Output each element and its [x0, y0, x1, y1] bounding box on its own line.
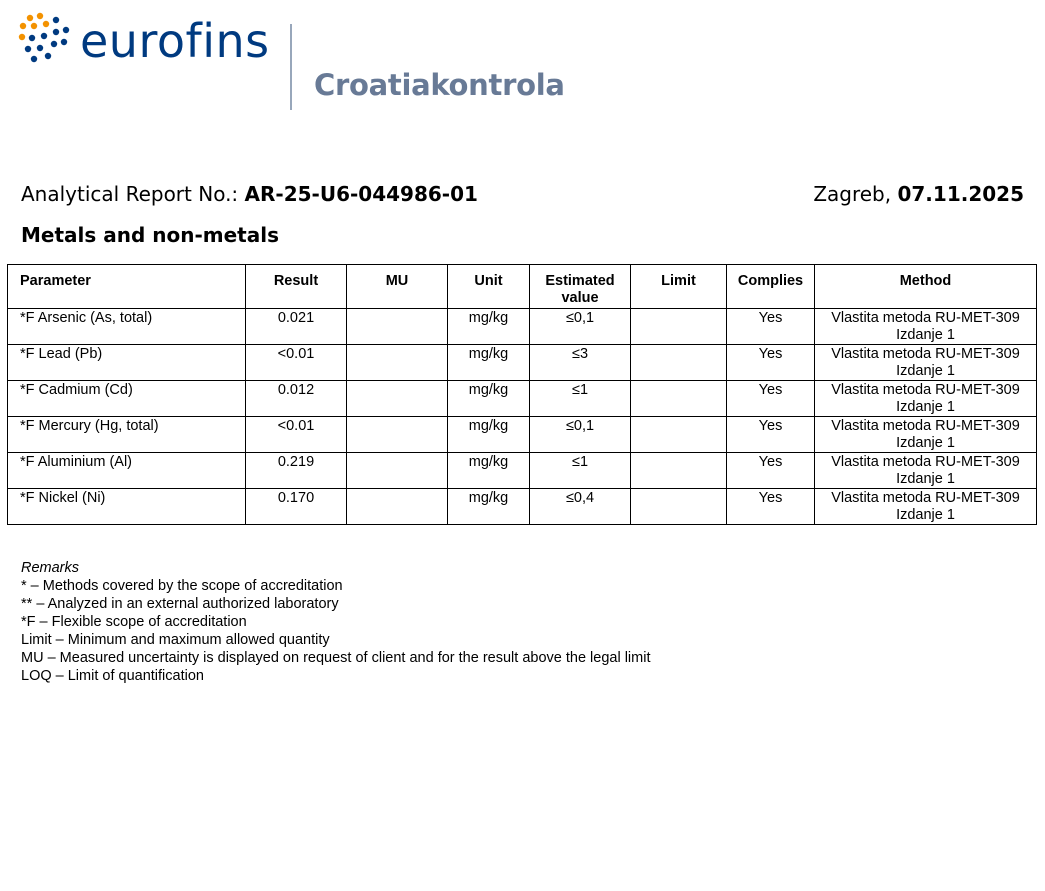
cell-parameter: *F Aluminium (Al)	[8, 453, 246, 489]
remarks-block	[21, 559, 650, 685]
cell-limit	[631, 489, 727, 525]
cell-estimated: ≤1	[530, 381, 631, 417]
cell-limit	[631, 453, 727, 489]
header-complies: Complies	[727, 265, 815, 309]
remark-item: LOQ – Limit of quantification	[21, 668, 204, 684]
report-number: AR-25-U6-044986-01	[244, 182, 478, 206]
cell-unit: mg/kg	[448, 381, 530, 417]
results-table	[7, 264, 1037, 525]
cell-limit	[631, 417, 727, 453]
cell-parameter: *F Cadmium (Cd)	[8, 381, 246, 417]
report-number-line	[21, 181, 478, 207]
cell-result: 0.021	[246, 309, 347, 345]
logo-wordmark: eurofins	[80, 14, 270, 68]
cell-mu	[347, 417, 448, 453]
header-result: Result	[246, 265, 347, 309]
table-header-row	[8, 265, 1037, 309]
header-limit: Limit	[631, 265, 727, 309]
eurofins-logo-mark-icon	[18, 12, 74, 68]
cell-complies: Yes	[727, 489, 815, 525]
header-parameter: Parameter	[8, 265, 246, 309]
method-name: Vlastita metoda RU-MET-309	[831, 382, 1020, 398]
header-method: Method	[815, 265, 1037, 309]
method-edition: Izdanje 1	[896, 363, 955, 379]
cell-complies: Yes	[727, 417, 815, 453]
remark-item: MU – Measured uncertainty is displayed on request of client and for the result above the legal limit	[21, 650, 651, 666]
cell-unit: mg/kg	[448, 453, 530, 489]
table-row	[8, 417, 1037, 453]
cell-limit	[631, 381, 727, 417]
table-row	[8, 345, 1037, 381]
cell-method	[815, 453, 1037, 489]
cell-mu	[347, 309, 448, 345]
table-row	[8, 489, 1037, 525]
logo-divider	[290, 24, 292, 110]
table-row	[8, 453, 1037, 489]
cell-parameter: *F Nickel (Ni)	[8, 489, 246, 525]
cell-method	[815, 345, 1037, 381]
cell-mu	[347, 453, 448, 489]
cell-estimated: ≤3	[530, 345, 631, 381]
cell-unit: mg/kg	[448, 345, 530, 381]
cell-limit	[631, 309, 727, 345]
cell-method	[815, 381, 1037, 417]
cell-result: 0.012	[246, 381, 347, 417]
company-logo	[18, 12, 578, 112]
remark-item: *F – Flexible scope of accreditation	[21, 614, 247, 630]
cell-limit	[631, 345, 727, 381]
remark-item: * – Methods covered by the scope of accreditation	[21, 578, 343, 594]
cell-estimated: ≤0,1	[530, 417, 631, 453]
cell-result: <0.01	[246, 417, 347, 453]
report-date-line	[813, 181, 1024, 207]
cell-complies: Yes	[727, 381, 815, 417]
cell-mu	[347, 381, 448, 417]
header-unit: Unit	[448, 265, 530, 309]
remark-item: ** – Analyzed in an external authorized laboratory	[21, 596, 339, 612]
cell-estimated: ≤0,1	[530, 309, 631, 345]
cell-unit: mg/kg	[448, 489, 530, 525]
remarks-title: Remarks	[21, 560, 80, 576]
method-edition: Izdanje 1	[896, 399, 955, 415]
method-name: Vlastita metoda RU-MET-309	[831, 490, 1020, 506]
cell-result: 0.170	[246, 489, 347, 525]
header-estimated-value: Estimated value	[530, 265, 631, 309]
table-row	[8, 381, 1037, 417]
method-edition: Izdanje 1	[896, 435, 955, 451]
cell-estimated: ≤0,4	[530, 489, 631, 525]
cell-method	[815, 489, 1037, 525]
cell-mu	[347, 345, 448, 381]
logo-subsidiary: Croatiakontrola	[314, 68, 565, 102]
cell-parameter: *F Mercury (Hg, total)	[8, 417, 246, 453]
section-title: Metals and non-metals	[21, 223, 279, 247]
cell-method	[815, 309, 1037, 345]
cell-complies: Yes	[727, 345, 815, 381]
method-edition: Izdanje 1	[896, 507, 955, 523]
cell-unit: mg/kg	[448, 417, 530, 453]
cell-complies: Yes	[727, 309, 815, 345]
method-edition: Izdanje 1	[896, 471, 955, 487]
cell-parameter: *F Lead (Pb)	[8, 345, 246, 381]
cell-parameter: *F Arsenic (As, total)	[8, 309, 246, 345]
cell-result: <0.01	[246, 345, 347, 381]
table-row	[8, 309, 1037, 345]
method-edition: Izdanje 1	[896, 327, 955, 343]
cell-unit: mg/kg	[448, 309, 530, 345]
remark-item: Limit – Minimum and maximum allowed quantity	[21, 632, 330, 648]
method-name: Vlastita metoda RU-MET-309	[831, 418, 1020, 434]
cell-method	[815, 417, 1037, 453]
cell-result: 0.219	[246, 453, 347, 489]
method-name: Vlastita metoda RU-MET-309	[831, 346, 1020, 362]
method-name: Vlastita metoda RU-MET-309	[831, 454, 1020, 470]
method-name: Vlastita metoda RU-MET-309	[831, 310, 1020, 326]
report-city: Zagreb,	[813, 182, 898, 206]
report-label: Analytical Report No.:	[21, 182, 245, 206]
cell-estimated: ≤1	[530, 453, 631, 489]
header-mu: MU	[347, 265, 448, 309]
report-date: 07.11.2025	[897, 182, 1024, 206]
cell-complies: Yes	[727, 453, 815, 489]
cell-mu	[347, 489, 448, 525]
